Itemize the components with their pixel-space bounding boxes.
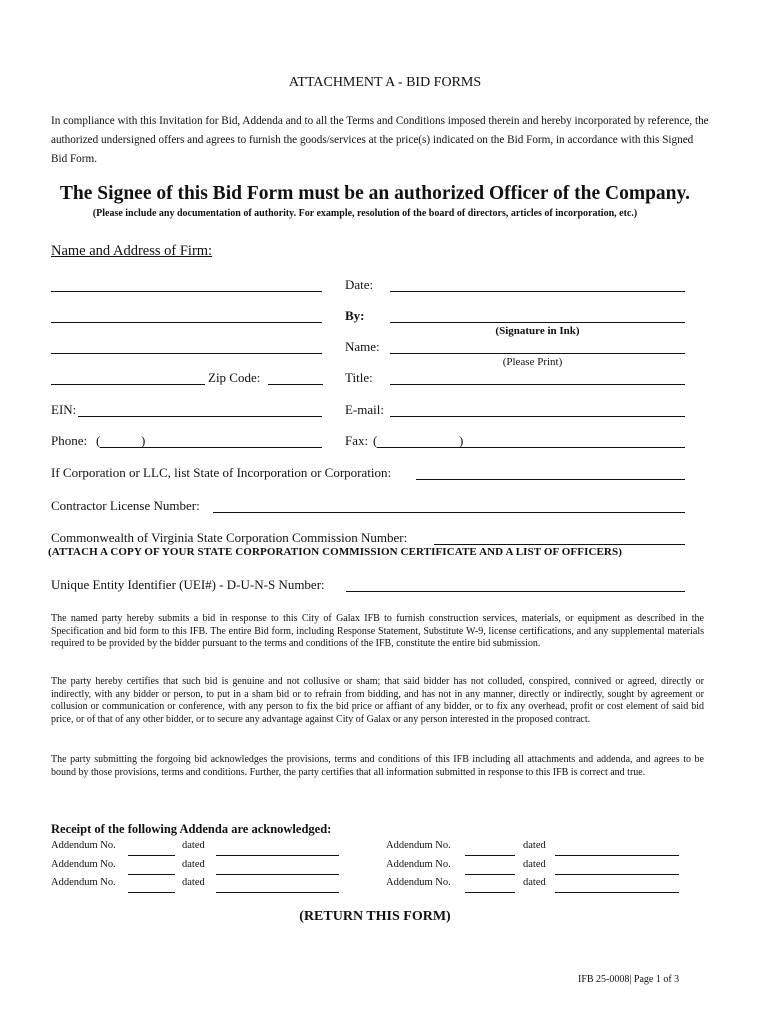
addendum-label: Addendum No. [51, 859, 116, 870]
fax-line[interactable] [377, 447, 685, 448]
name-line[interactable] [390, 353, 685, 354]
title-label: Title: [345, 370, 373, 385]
phone-label: Phone: [51, 433, 88, 448]
corporation-label: If Corporation or LLC, list State of Incorporation or Corporation: [51, 465, 392, 480]
corporation-line[interactable] [416, 479, 685, 480]
dated-label: dated [523, 877, 546, 888]
uei-line[interactable] [346, 591, 685, 592]
dated-label: dated [182, 859, 205, 870]
phone-area-open: ( [96, 433, 101, 448]
license-label: Contractor License Number: [51, 498, 200, 513]
certification-paragraph: The party hereby certifies that such bid is genuine and not collusive or sham; that said bidder has not colluded, conspired, connived or agreed, directly or indirectly, with any bidder or person, to put in a sham bid or to refrain from bidding, and has not in any manner, directly or indirectly, sought by agreement or collusion or communication or conference, with any person to fix the bid price or affiant of any bidder, or to fix any overhead, profit or cost element of said bid price, or of that of any other bidder, or to secure any advantage against City of Galax or any person interested in the proposed contract. [51, 676, 704, 725]
dated-label: dated [523, 840, 546, 851]
addendum-date-line[interactable] [216, 855, 339, 856]
addendum-number-line[interactable] [128, 855, 175, 856]
commission-label: Commonwealth of Virginia State Corporation Commission Number: [51, 530, 408, 545]
commission-line[interactable] [434, 544, 685, 545]
date-line[interactable] [390, 291, 685, 292]
dated-label: dated [182, 840, 205, 851]
phone-area-close: ) [141, 433, 146, 448]
firm-address-line-1[interactable] [51, 322, 322, 323]
ein-label: EIN: [51, 402, 77, 417]
firm-address-line-2[interactable] [51, 353, 322, 354]
signee-note: (Please include any documentation of authority. For example, resolution of the board of directors, articles of incorporation, etc.) [92, 208, 638, 219]
intro-paragraph: In compliance with this Invitation for Bid, Addenda and to all the Terms and Conditions imposed therein and hereby incorporated by reference, the authorized undersigned offers and agrees to furnish the goods/services at the price(s) indicated on the Bid Form, in accordance with this Signed Bid Form. [51, 115, 709, 165]
addendum-date-line[interactable] [555, 892, 679, 893]
addendum-label: Addendum No. [51, 877, 116, 888]
signature-caption: (Signature in Ink) [495, 325, 580, 337]
fax-label: Fax: [345, 433, 369, 448]
signee-heading: The Signee of this Bid Form must be an authorized Officer of the Company. [59, 183, 691, 204]
date-label: Date: [345, 277, 374, 292]
addendum-label: Addendum No. [386, 859, 451, 870]
dated-label: dated [182, 877, 205, 888]
firm-city-line[interactable] [51, 384, 205, 385]
page-footer: IFB 25-0008| Page 1 of 3 [578, 974, 680, 985]
zip-code-line[interactable] [268, 384, 323, 385]
addendum-label: Addendum No. [386, 877, 451, 888]
addendum-label: Addendum No. [51, 840, 116, 851]
fax-area-close: ) [459, 433, 464, 448]
addendum-number-line[interactable] [128, 874, 175, 875]
email-label: E-mail: [345, 402, 384, 417]
addendum-date-line[interactable] [555, 874, 679, 875]
uei-label: Unique Entity Identifier (UEI#) - D-U-N-S Number: [51, 577, 325, 592]
addendum-date-line[interactable] [555, 855, 679, 856]
addendum-date-line[interactable] [216, 892, 339, 893]
title-line[interactable] [390, 384, 685, 385]
please-print-caption: (Please Print) [502, 356, 563, 368]
by-label: By: [345, 308, 365, 323]
addendum-number-line[interactable] [465, 874, 515, 875]
submission-paragraph: The named party hereby submits a bid in response to this City of Galax IFB to furnish construction services, materials, or equipment as described in the Specification and bid form to this IFB. The entire Bid form, including Response Statement, Substitute W-9, license certifications, and any supplemental materials required to be provided by the bidder pursuant to the terms and conditions of the IFB, constitute the entire bid submission. [51, 613, 704, 650]
addenda-receipt-heading: Receipt of the following Addenda are acknowledged: [51, 822, 332, 836]
addendum-number-line[interactable] [465, 892, 515, 893]
name-address-heading: Name and Address of Firm: [51, 243, 213, 259]
addendum-date-line[interactable] [216, 874, 339, 875]
attach-notice: (ATTACH A COPY OF YOUR STATE CORPORATION COMMISSION CERTIFICATE AND A LIST OF OFFICERS) [48, 546, 622, 558]
zip-code-label: Zip Code: [208, 370, 261, 385]
name-label: Name: [345, 339, 380, 354]
dated-label: dated [523, 859, 546, 870]
license-line[interactable] [213, 512, 685, 513]
addendum-number-line[interactable] [465, 855, 515, 856]
firm-name-line[interactable] [51, 291, 322, 292]
email-line[interactable] [390, 416, 685, 417]
acknowledgement-paragraph: The party submitting the forgoing bid acknowledges the provisions, terms and conditions of this IFB including all attachments and addenda, and agrees to be bound by those provisions, terms and conditions. Further, the party certifies that all information submitted in response to this IFB is correct and true. [51, 754, 704, 778]
return-form-note: (RETURN THIS FORM) [299, 909, 451, 924]
fax-area-open: ( [373, 433, 378, 448]
ein-line[interactable] [78, 416, 322, 417]
signature-line[interactable] [390, 322, 685, 323]
document-title: ATTACHMENT A - BID FORMS [288, 75, 482, 90]
addendum-label: Addendum No. [386, 840, 451, 851]
phone-line[interactable] [100, 447, 322, 448]
addendum-number-line[interactable] [128, 892, 175, 893]
